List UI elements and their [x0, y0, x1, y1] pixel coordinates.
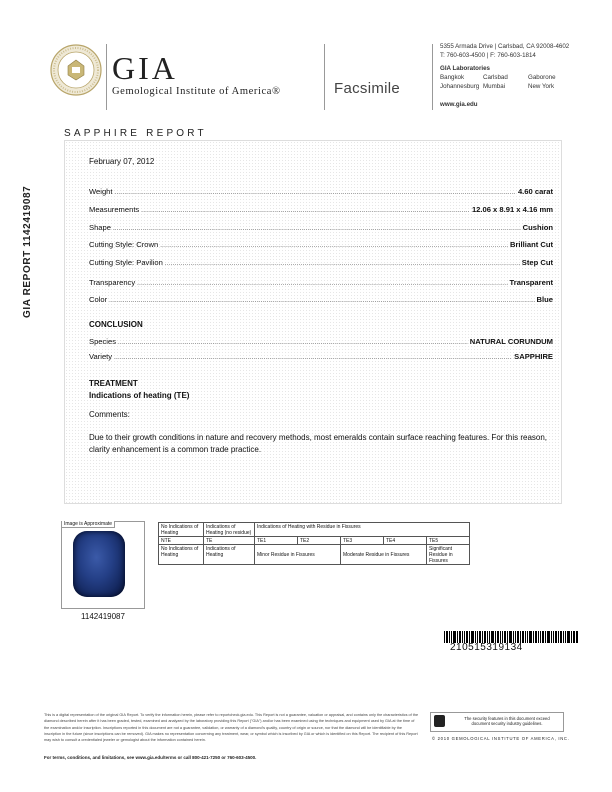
lab-city: Gaborone: [528, 74, 556, 81]
facsimile-label: Facsimile: [334, 80, 401, 97]
image-approx-label: Image is Approximate: [62, 521, 115, 528]
table-cell: TE: [204, 537, 255, 545]
table-cell: NTE: [159, 537, 204, 545]
comments-text: Due to their growth conditions in nature and recovery methods, most emeralds contain surface reaching features. For this reason, clarity enhancement is a common trade practice.: [89, 433, 548, 454]
table-cell: TE5: [427, 537, 470, 545]
field-label: Weight: [89, 187, 113, 196]
lab-city: Bangkok: [440, 74, 465, 81]
table-cell: Indications of Heating (no residue): [204, 523, 255, 537]
address-line: 5355 Armada Drive | Carlsbad, CA 92008-4602: [440, 43, 570, 50]
conclusion-heading: CONCLUSION: [89, 320, 143, 329]
header-divider: [324, 44, 325, 110]
lab-city: Johannesburg: [440, 83, 480, 90]
heating-key-table: [158, 522, 470, 565]
field-row: [89, 337, 553, 346]
field-label: Shape: [89, 223, 111, 232]
field-row: [89, 278, 553, 287]
header-divider: [106, 44, 107, 110]
field-value: SAPPHIRE: [514, 352, 553, 361]
table-cell: Indications of Heating with Residue in Fissures: [255, 523, 470, 537]
security-text: The security features in this document exceed document security industry guidelines.: [464, 716, 550, 726]
treatment-value: Indications of heating (TE): [89, 391, 190, 400]
field-value: Transparent: [509, 278, 553, 287]
field-row: [89, 352, 553, 361]
field-value: 12.06 x 8.91 x 4.16 mm: [471, 205, 553, 214]
lab-city: New York: [528, 83, 555, 90]
header-divider: [432, 44, 433, 110]
field-label: Variety: [89, 352, 113, 361]
copyright-text: © 2010 GEMOLOGICAL INSTITUTE OF AMERICA, INC.: [432, 736, 570, 741]
field-row: [89, 205, 553, 214]
table-cell: TE3: [341, 537, 384, 545]
report-date: February 07, 2012: [89, 157, 155, 166]
field-label: Cutting Style: Crown: [89, 240, 159, 249]
labs-title: GIA Laboratories: [440, 65, 490, 72]
field-value: Step Cut: [521, 258, 553, 267]
lab-city: Carlsbad: [483, 74, 508, 81]
lock-icon: [434, 715, 445, 727]
gia-logo: GIA: [112, 50, 178, 86]
treatment-heading: TREATMENT: [89, 379, 138, 388]
gem-report-number: 1142419087: [81, 612, 125, 621]
field-label: Species: [89, 337, 117, 346]
field-value: Blue: [536, 295, 553, 304]
field-value: NATURAL CORUNDUM: [469, 337, 553, 346]
field-row: [89, 258, 553, 267]
report-title: SAPPHIRE REPORT: [64, 128, 207, 139]
report-number-side: GIA REPORT 1142419087: [22, 185, 33, 318]
comments-label: Comments:: [89, 410, 130, 419]
field-row: [89, 295, 553, 304]
field-value: Brilliant Cut: [509, 240, 553, 249]
table-cell: TE2: [298, 537, 341, 545]
field-label: Measurements: [89, 205, 140, 214]
disclaimer-text: This is a digital representation of the original GIA Report. To verify the information herein, please refer to reportcheck.gia.edu. This Report is not a guarantee, valuation or appraisal, and contains only the characteristics of the diamond described herein after it has been graded, tested, examined and analyzed by the laboratory providing this Report ("GIA") and/or has been examined using the techniques and equipment used by GIA at the time of the examination and/or inscription. Inscriptions reported in this document are not a guarantee, validation, or warranty of a diamond's quality, country of origin or source, nor that the diamond will be identifiable by the inscription in the future (since inscriptions can be removed). GIA makes no representation concerning any treatment, wear, or symbol which is inscribed by GIA or which is identified on this Report. The recipient of this Report may wish to consult a credentialed jeweler or gemologist about the information contained herein.: [44, 713, 419, 743]
gem-image: [73, 531, 125, 597]
phone-line: T: 760-603-4500 | F: 760-603-1814: [440, 52, 536, 59]
table-cell: Indications of Heating: [204, 545, 255, 565]
field-value: Cushion: [522, 223, 553, 232]
field-row: [89, 240, 553, 249]
table-cell: Minor Residue in Fissures: [255, 545, 341, 565]
table-cell: No Indications of Heating: [159, 523, 204, 537]
table-cell: TE4: [384, 537, 427, 545]
field-label: Color: [89, 295, 108, 304]
institute-name: Gemological Institute of America®: [112, 86, 281, 97]
field-row: [89, 223, 553, 232]
website-link[interactable]: www.gia.edu: [440, 101, 478, 108]
field-row: [89, 187, 553, 196]
lab-city: Mumbai: [483, 83, 506, 90]
field-label: Cutting Style: Pavilion: [89, 258, 163, 267]
terms-text: For terms, conditions, and limitations, see www.gia.edu/terms or call 800-421-7250 or 760-603-4500.: [44, 755, 257, 760]
table-cell: No Indications of Heating: [159, 545, 204, 565]
table-cell: Significant Residue in Fissures: [427, 545, 470, 565]
table-cell: TE1: [255, 537, 298, 545]
table-cell: Moderate Residue in Fissures: [341, 545, 427, 565]
field-value: 4.60 carat: [517, 187, 553, 196]
field-label: Transparency: [89, 278, 136, 287]
barcode-number: 210515319134: [450, 642, 523, 653]
gia-seal-icon: [50, 44, 102, 96]
